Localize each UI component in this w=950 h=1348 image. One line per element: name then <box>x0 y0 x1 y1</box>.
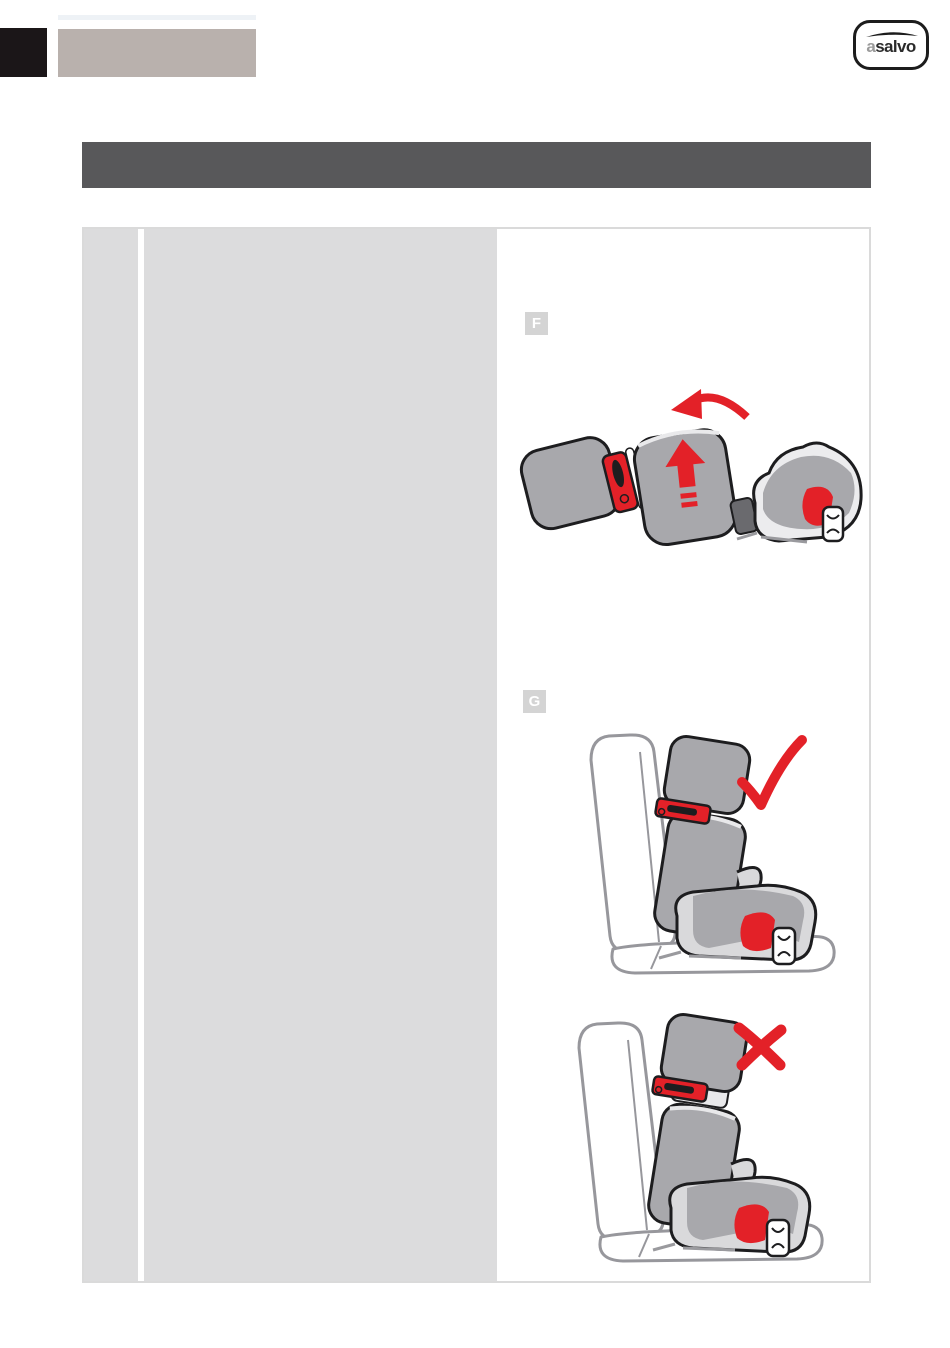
figures-panel <box>497 229 869 1281</box>
content-box <box>82 227 871 1283</box>
chapter-tab-block <box>58 29 256 77</box>
booster-base <box>737 443 861 542</box>
child-seat-headrest <box>655 734 752 824</box>
left-margin-column <box>84 229 138 1281</box>
child-seat-body <box>646 1102 810 1256</box>
child-seat-body <box>652 810 816 964</box>
tab-highlight-strip <box>58 15 256 20</box>
section-title-bar <box>82 142 871 188</box>
instruction-text-column <box>144 229 497 1281</box>
figure-x-illustration <box>503 1012 853 1277</box>
figure-f-label: F <box>525 312 548 335</box>
figure-f-illustration <box>511 381 863 556</box>
brand-logo <box>853 20 929 70</box>
isofix-connector <box>823 507 843 541</box>
checkmark-icon <box>742 740 802 805</box>
brand-logo-text <box>856 36 926 58</box>
figure-g-illustration <box>509 720 859 980</box>
brand-logo-text-prefix: a <box>866 37 876 56</box>
corner-black-block <box>0 28 47 77</box>
figure-g-label: G <box>523 690 546 713</box>
rotate-arrow-icon <box>671 389 747 419</box>
brand-logo-text-rest: salvo <box>875 37 916 56</box>
